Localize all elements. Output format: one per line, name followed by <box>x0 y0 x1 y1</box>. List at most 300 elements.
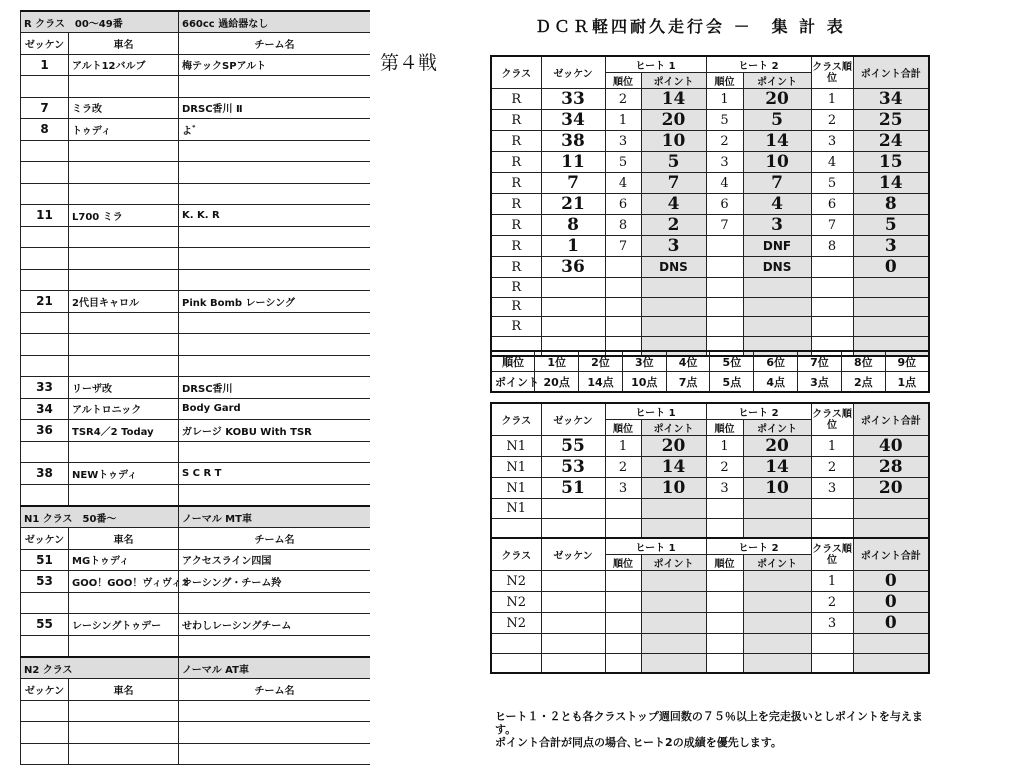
header-total: ポイント合計 <box>853 403 929 436</box>
heat1-position: 2 <box>605 457 641 478</box>
team-name <box>179 722 371 744</box>
total-points <box>853 499 929 519</box>
bib-number: 33 <box>541 89 605 110</box>
team-name: Pink Bomb レーシング <box>179 291 371 313</box>
team-name <box>179 635 371 657</box>
total-points: 28 <box>853 457 929 478</box>
class-header-row <box>21 506 371 528</box>
entry-row <box>21 205 371 227</box>
points-row <box>491 372 929 393</box>
heat1-points <box>641 278 706 298</box>
heat1-position: 8 <box>605 215 641 236</box>
team-name <box>179 592 371 614</box>
entry-row <box>21 463 371 485</box>
entry-row <box>21 312 371 334</box>
car-name: MGトゥディ <box>69 549 179 571</box>
score-table-r <box>490 55 930 357</box>
heat2-position <box>706 499 743 519</box>
points: 2点 <box>841 372 885 393</box>
total-points: 15 <box>853 152 929 173</box>
score-row <box>491 236 929 257</box>
total-points: 25 <box>853 110 929 131</box>
heat2-position <box>706 297 743 317</box>
position: 1位 <box>535 351 579 372</box>
bib-number: 1 <box>21 54 69 76</box>
position: 5位 <box>710 351 754 372</box>
car-name <box>69 76 179 98</box>
entry-row <box>21 549 371 571</box>
column-header: ゼッケン <box>21 33 69 55</box>
score-row <box>491 634 929 654</box>
heat1-position: 1 <box>605 110 641 131</box>
total-points <box>853 278 929 298</box>
heat1-points <box>641 613 706 634</box>
entry-row <box>21 76 371 98</box>
bib-number: 38 <box>541 131 605 152</box>
car-name <box>69 334 179 356</box>
score-row <box>491 297 929 317</box>
entry-row <box>21 226 371 248</box>
class: N2 <box>491 571 541 592</box>
entry-list-table <box>20 10 370 765</box>
heat2-points <box>743 571 811 592</box>
heat2-points: 20 <box>743 436 811 457</box>
header-position: 順位 <box>605 420 641 436</box>
heat2-position: 5 <box>706 110 743 131</box>
heat2-points <box>743 297 811 317</box>
column-header: ゼッケン <box>21 528 69 550</box>
heat2-points <box>743 278 811 298</box>
class: N2 <box>491 613 541 634</box>
total-points: 14 <box>853 173 929 194</box>
score-table-n1 <box>490 402 930 539</box>
score-row <box>491 173 929 194</box>
class: R <box>491 236 541 257</box>
team-name: ガレージ KOBU With TSR <box>179 420 371 442</box>
heat1-position: 1 <box>605 436 641 457</box>
heat1-points: 14 <box>641 457 706 478</box>
car-name: ミラ改 <box>69 97 179 119</box>
class: N1 <box>491 436 541 457</box>
column-header-row <box>21 679 371 701</box>
header-class-position: クラス順位 <box>811 538 853 571</box>
team-name: K. K. R <box>179 205 371 227</box>
car-name <box>69 700 179 722</box>
bib-number: 51 <box>21 549 69 571</box>
class: R <box>491 194 541 215</box>
position: 7位 <box>798 351 842 372</box>
entry-row <box>21 97 371 119</box>
heat2-position <box>706 613 743 634</box>
bib-number <box>541 317 605 337</box>
column-header: 車名 <box>69 33 179 55</box>
position: 2位 <box>579 351 623 372</box>
heat1-points <box>641 499 706 519</box>
total-points: 0 <box>853 571 929 592</box>
bib-number: 11 <box>21 205 69 227</box>
class: R <box>491 89 541 110</box>
heat1-points: 10 <box>641 131 706 152</box>
entry-row <box>21 162 371 184</box>
heat2-position <box>706 592 743 613</box>
class: R <box>491 131 541 152</box>
bib-number <box>21 441 69 463</box>
total-points: 40 <box>853 436 929 457</box>
position: 9位 <box>885 351 929 372</box>
bib-number: 55 <box>541 436 605 457</box>
heat2-points: DNS <box>743 257 811 278</box>
heat2-points <box>743 499 811 519</box>
heat2-points <box>743 613 811 634</box>
class-position: 1 <box>811 571 853 592</box>
heat2-position: 2 <box>706 457 743 478</box>
header-points: ポイント <box>743 73 811 89</box>
heat1-points: 3 <box>641 236 706 257</box>
heat2-position: 4 <box>706 173 743 194</box>
heat1-position <box>605 571 641 592</box>
class-position <box>811 317 853 337</box>
total-points: 5 <box>853 215 929 236</box>
entry-row <box>21 119 371 141</box>
points-label: ポイント <box>491 372 535 393</box>
class-label: N1 クラス 50番〜 <box>21 506 179 528</box>
bib-number <box>541 499 605 519</box>
entry-row <box>21 183 371 205</box>
car-name: 2代目キャロル <box>69 291 179 313</box>
points: 4点 <box>754 372 798 393</box>
class: R <box>491 257 541 278</box>
heat1-points <box>641 317 706 337</box>
heat1-position: 7 <box>605 236 641 257</box>
points: 5点 <box>710 372 754 393</box>
bib-number <box>541 518 605 538</box>
score-row <box>491 571 929 592</box>
column-header-row <box>21 33 371 55</box>
column-header-row <box>21 528 371 550</box>
points: 7点 <box>666 372 710 393</box>
car-name <box>69 269 179 291</box>
points: 1点 <box>885 372 929 393</box>
score-row <box>491 215 929 236</box>
position: 3位 <box>622 351 666 372</box>
points: 3点 <box>798 372 842 393</box>
heat2-points: 10 <box>743 152 811 173</box>
heat1-points: 5 <box>641 152 706 173</box>
class-position: 1 <box>811 436 853 457</box>
class: R <box>491 297 541 317</box>
total-points: 20 <box>853 478 929 499</box>
class-position <box>811 653 853 673</box>
bib-number <box>21 312 69 334</box>
heat2-points <box>743 634 811 654</box>
entry-row <box>21 571 371 593</box>
bib-number <box>21 248 69 270</box>
class: R <box>491 278 541 298</box>
points-table <box>490 350 930 393</box>
bib-number: 38 <box>21 463 69 485</box>
team-name <box>179 183 371 205</box>
header-bib: ゼッケン <box>541 403 605 436</box>
bib-number <box>541 297 605 317</box>
class-position <box>811 278 853 298</box>
class-label: N2 クラス <box>21 657 179 679</box>
class-position <box>811 499 853 519</box>
entry-row <box>21 484 371 506</box>
heat2-position <box>706 518 743 538</box>
class: N1 <box>491 478 541 499</box>
car-name: アルトロニック <box>69 398 179 420</box>
bib-number: 21 <box>541 194 605 215</box>
class-position <box>811 297 853 317</box>
heat1-position <box>605 317 641 337</box>
team-name: よ゛ <box>179 119 371 141</box>
rank-label: 順位 <box>491 351 535 372</box>
class-position: 3 <box>811 613 853 634</box>
entry-row <box>21 355 371 377</box>
entry-row <box>21 398 371 420</box>
total-points: 24 <box>853 131 929 152</box>
bib-number: 1 <box>541 236 605 257</box>
car-name: GOO！GOO！ヴィヴィオ <box>69 571 179 593</box>
bib-number <box>21 700 69 722</box>
header-heat2: ヒート 2 <box>706 403 811 420</box>
score-row <box>491 131 929 152</box>
heat1-points <box>641 518 706 538</box>
heat2-points <box>743 518 811 538</box>
heat1-position <box>605 278 641 298</box>
entry-row <box>21 743 371 765</box>
heat1-position <box>605 499 641 519</box>
total-points: 0 <box>853 257 929 278</box>
heat2-points: DNF <box>743 236 811 257</box>
team-name <box>179 312 371 334</box>
class <box>491 634 541 654</box>
class-header-row <box>21 11 371 33</box>
entry-row <box>21 140 371 162</box>
header-points: ポイント <box>743 420 811 436</box>
class-position: 2 <box>811 110 853 131</box>
bib-number <box>21 484 69 506</box>
bib-number <box>541 634 605 654</box>
score-row <box>491 592 929 613</box>
car-name <box>69 484 179 506</box>
notes <box>495 710 935 749</box>
score-row <box>491 194 929 215</box>
header-heat1: ヒート 1 <box>605 538 706 555</box>
bib-number <box>21 269 69 291</box>
heat2-points: 5 <box>743 110 811 131</box>
heat1-position <box>605 592 641 613</box>
entry-row <box>21 248 371 270</box>
header-position: 順位 <box>706 73 743 89</box>
team-name <box>179 334 371 356</box>
car-name <box>69 592 179 614</box>
header-row <box>491 403 929 420</box>
class <box>491 518 541 538</box>
class-description: 660cc 過給器なし <box>179 11 371 33</box>
heat2-points: 4 <box>743 194 811 215</box>
heat2-position: 1 <box>706 89 743 110</box>
class-position <box>811 634 853 654</box>
car-name <box>69 635 179 657</box>
header-points: ポイント <box>641 420 706 436</box>
score-row <box>491 436 929 457</box>
heat1-position: 2 <box>605 89 641 110</box>
bib-number <box>541 613 605 634</box>
entry-row <box>21 635 371 657</box>
team-name <box>179 162 371 184</box>
class-position <box>811 257 853 278</box>
heat1-points <box>641 634 706 654</box>
team-name: DRSC香川 Ⅱ <box>179 97 371 119</box>
bib-number <box>21 334 69 356</box>
team-name: アクセスライン四国 <box>179 549 371 571</box>
class-label: R クラス 00〜49番 <box>21 11 179 33</box>
team-name: DRSC香川 <box>179 377 371 399</box>
class-position: 2 <box>811 457 853 478</box>
car-name <box>69 183 179 205</box>
class-position: 3 <box>811 478 853 499</box>
entry-row <box>21 269 371 291</box>
team-name: レーシング・チーム羚 <box>179 571 371 593</box>
header-row <box>491 538 929 555</box>
heat1-points: DNS <box>641 257 706 278</box>
heat1-points <box>641 571 706 592</box>
class <box>491 653 541 673</box>
car-name <box>69 140 179 162</box>
heat2-position: 3 <box>706 478 743 499</box>
heat2-position <box>706 236 743 257</box>
entry-row <box>21 592 371 614</box>
heat2-position <box>706 257 743 278</box>
header-bib: ゼッケン <box>541 538 605 571</box>
rank-row <box>491 351 929 372</box>
team-name <box>179 140 371 162</box>
class-position <box>811 518 853 538</box>
score-row <box>491 89 929 110</box>
header-heat2: ヒート 2 <box>706 56 811 73</box>
team-name <box>179 269 371 291</box>
entry-row <box>21 614 371 636</box>
total-points: 8 <box>853 194 929 215</box>
heat1-position <box>605 613 641 634</box>
column-header: チーム名 <box>179 679 371 701</box>
heat1-points: 20 <box>641 436 706 457</box>
bib-number: 53 <box>21 571 69 593</box>
class-position: 3 <box>811 131 853 152</box>
team-name <box>179 355 371 377</box>
header-class: クラス <box>491 56 541 89</box>
heat2-points: 14 <box>743 457 811 478</box>
header-points: ポイント <box>641 555 706 571</box>
bib-number: 53 <box>541 457 605 478</box>
heat2-points: 7 <box>743 173 811 194</box>
bib-number <box>21 226 69 248</box>
total-points <box>853 634 929 654</box>
header-position: 順位 <box>706 555 743 571</box>
column-header: チーム名 <box>179 528 371 550</box>
heat2-points <box>743 317 811 337</box>
position: 8位 <box>841 351 885 372</box>
bib-number <box>541 571 605 592</box>
position: 4位 <box>666 351 710 372</box>
bib-number: 7 <box>541 173 605 194</box>
class: N2 <box>491 592 541 613</box>
points: 20点 <box>535 372 579 393</box>
score-row <box>491 613 929 634</box>
team-name <box>179 248 371 270</box>
car-name: トゥディ <box>69 119 179 141</box>
score-row <box>491 499 929 519</box>
heat1-position <box>605 634 641 654</box>
total-points: 0 <box>853 613 929 634</box>
column-header: チーム名 <box>179 33 371 55</box>
total-points <box>853 297 929 317</box>
header-position: 順位 <box>605 73 641 89</box>
total-points <box>853 653 929 673</box>
bib-number <box>21 592 69 614</box>
entry-row <box>21 420 371 442</box>
heat2-position: 6 <box>706 194 743 215</box>
heat2-points <box>743 653 811 673</box>
team-name: せわしレーシングチーム <box>179 614 371 636</box>
heat1-points: 14 <box>641 89 706 110</box>
position: 6位 <box>754 351 798 372</box>
car-name <box>69 248 179 270</box>
bib-number <box>541 592 605 613</box>
class-position: 8 <box>811 236 853 257</box>
team-name: Body Gard <box>179 398 371 420</box>
heat2-position <box>706 317 743 337</box>
team-name <box>179 700 371 722</box>
bib-number: 34 <box>541 110 605 131</box>
note-1: ヒート１・２とも各クラストップ週回数の７５％以上を完走扱いとしポイントを与えます。 <box>495 710 923 736</box>
car-name <box>69 722 179 744</box>
entry-row <box>21 54 371 76</box>
class: R <box>491 110 541 131</box>
bib-number: 7 <box>21 97 69 119</box>
car-name: NEWトゥディ <box>69 463 179 485</box>
column-header: 車名 <box>69 528 179 550</box>
heat2-points: 20 <box>743 89 811 110</box>
car-name: L700 ミラ <box>69 205 179 227</box>
bib-number: 33 <box>21 377 69 399</box>
bib-number <box>21 183 69 205</box>
bib-number <box>21 355 69 377</box>
points: 10点 <box>622 372 666 393</box>
class: R <box>491 173 541 194</box>
bib-number <box>21 722 69 744</box>
class-position: 7 <box>811 215 853 236</box>
header-row <box>491 56 929 73</box>
header-position: 順位 <box>706 420 743 436</box>
heat2-position <box>706 278 743 298</box>
header-class: クラス <box>491 403 541 436</box>
entry-row <box>21 441 371 463</box>
heat1-points <box>641 297 706 317</box>
header-heat2: ヒート 2 <box>706 538 811 555</box>
heat1-position: 6 <box>605 194 641 215</box>
header-heat1: ヒート 1 <box>605 403 706 420</box>
heat1-points: 10 <box>641 478 706 499</box>
total-points: 34 <box>853 89 929 110</box>
bib-number: 8 <box>21 119 69 141</box>
class-position: 2 <box>811 592 853 613</box>
team-name <box>179 76 371 98</box>
car-name <box>69 743 179 765</box>
heat1-points <box>641 653 706 673</box>
team-name <box>179 743 371 765</box>
